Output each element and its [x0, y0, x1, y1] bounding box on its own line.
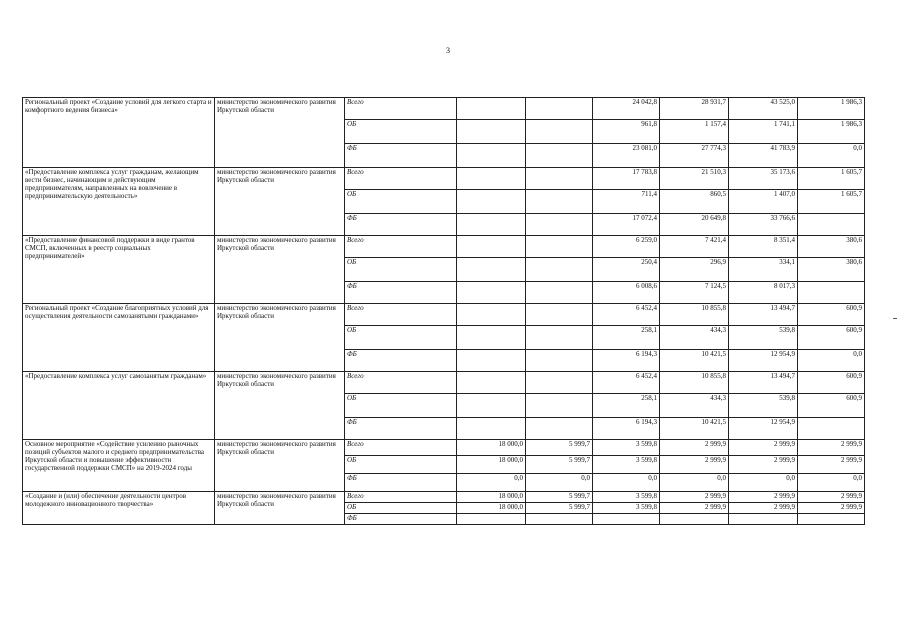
amount-cell [526, 304, 593, 326]
amount-cell [457, 258, 526, 282]
amount-cell: 5 999,7 [526, 503, 593, 514]
amount-cell: 18 000,0 [457, 503, 526, 514]
scan-mark [893, 318, 897, 319]
amount-cell: 3 599,8 [593, 492, 660, 503]
amount-cell: 13 494,7 [729, 304, 798, 326]
amount-cell: 3 599,8 [593, 456, 660, 474]
amount-cell: 2 999,9 [660, 492, 729, 503]
amount-cell [457, 144, 526, 168]
activity-name: Основное мероприятие «Содействие усилению рыночных позиций субъектов малого и среднего предпринимательства Иркутской области и повышение эффективности государственной поддержки СМСП» на 2019-2024 годы [23, 440, 215, 492]
funding-source-label: Всего [345, 98, 457, 120]
amount-cell: 1 741,1 [729, 120, 798, 144]
amount-cell [526, 418, 593, 440]
table-row [23, 440, 865, 456]
amount-cell [526, 372, 593, 394]
amount-cell [457, 168, 526, 190]
responsible-org: министерство экономического развития Иркутской области [215, 98, 345, 168]
amount-cell [457, 214, 526, 236]
amount-cell: 1 605,7 [798, 190, 865, 214]
amount-cell [457, 350, 526, 372]
amount-cell: 18 000,0 [457, 456, 526, 474]
funding-source-label: Всего [345, 304, 457, 326]
funding-source-label: ОБ [345, 190, 457, 214]
amount-cell: 296,9 [660, 258, 729, 282]
responsible-org: министерство экономического развития Иркутской области [215, 440, 345, 492]
amount-cell: 0,0 [798, 350, 865, 372]
amount-cell: 380,6 [798, 258, 865, 282]
responsible-org: министерство экономического развития Иркутской области [215, 168, 345, 236]
funding-source-label: Всего [345, 372, 457, 394]
amount-cell: 961,8 [593, 120, 660, 144]
table-row [23, 372, 865, 394]
amount-cell [526, 98, 593, 120]
amount-cell: 600,9 [798, 372, 865, 394]
amount-cell: 2 999,9 [729, 456, 798, 474]
amount-cell: 17 072,4 [593, 214, 660, 236]
amount-cell: 7 421,4 [660, 236, 729, 258]
funding-source-label: ФБ [345, 474, 457, 492]
amount-cell: 23 081,0 [593, 144, 660, 168]
amount-cell: 2 999,9 [660, 440, 729, 456]
amount-cell [457, 304, 526, 326]
amount-cell [457, 394, 526, 418]
amount-cell [457, 514, 526, 525]
amount-cell: 0,0 [593, 474, 660, 492]
amount-cell [526, 236, 593, 258]
amount-cell: 6 194,3 [593, 418, 660, 440]
responsible-org: министерство экономического развития Иркутской области [215, 304, 345, 372]
funding-source-label: ФБ [345, 350, 457, 372]
responsible-org: министерство экономического развития Иркутской области [215, 492, 345, 525]
amount-cell: 539,8 [729, 326, 798, 350]
table-row [23, 168, 865, 190]
amount-cell: 41 783,9 [729, 144, 798, 168]
amount-cell [526, 144, 593, 168]
amount-cell [526, 514, 593, 525]
amount-cell: 5 999,7 [526, 440, 593, 456]
amount-cell: 5 999,7 [526, 456, 593, 474]
funding-source-label: ОБ [345, 456, 457, 474]
activity-name: «Предоставление комплекса услуг гражданам, желающим вести бизнес, начинающим и действующим предпринимателям, направленных на вовлечение в предпринимательскую деятельность» [23, 168, 215, 236]
responsible-org: министерство экономического развития Иркутской области [215, 372, 345, 440]
amount-cell: 6 452,4 [593, 372, 660, 394]
amount-cell: 1 157,4 [660, 120, 729, 144]
funding-source-label: ОБ [345, 120, 457, 144]
amount-cell: 6 194,3 [593, 350, 660, 372]
amount-cell: 2 999,9 [729, 440, 798, 456]
table-row [23, 492, 865, 503]
funding-source-label: Всего [345, 168, 457, 190]
funding-source-label: ФБ [345, 514, 457, 525]
amount-cell: 3 599,8 [593, 440, 660, 456]
amount-cell: 0,0 [729, 474, 798, 492]
amount-cell: 2 999,9 [798, 503, 865, 514]
table-row [23, 236, 865, 258]
amount-cell [457, 418, 526, 440]
amount-cell: 258,1 [593, 394, 660, 418]
responsible-org: министерство экономического развития Иркутской области [215, 236, 345, 304]
amount-cell: 380,6 [798, 236, 865, 258]
amount-cell: 0,0 [660, 474, 729, 492]
amount-cell [526, 120, 593, 144]
amount-cell: 0,0 [457, 474, 526, 492]
funding-source-label: ОБ [345, 326, 457, 350]
amount-cell: 3 599,8 [593, 503, 660, 514]
amount-cell [526, 350, 593, 372]
table-row [23, 304, 865, 326]
amount-cell [526, 190, 593, 214]
amount-cell: 539,8 [729, 394, 798, 418]
activity-name: «Предоставление комплекса услуг самозанятым гражданам» [23, 372, 215, 440]
amount-cell: 2 999,9 [729, 492, 798, 503]
amount-cell: 5 999,7 [526, 492, 593, 503]
amount-cell: 2 999,9 [729, 503, 798, 514]
amount-cell: 334,1 [729, 258, 798, 282]
amount-cell [729, 514, 798, 525]
amount-cell: 33 766,6 [729, 214, 798, 236]
funding-source-label: ОБ [345, 503, 457, 514]
amount-cell [457, 236, 526, 258]
funding-source-label: Всего [345, 440, 457, 456]
funding-source-label: ОБ [345, 394, 457, 418]
amount-cell: 10 855,8 [660, 372, 729, 394]
amount-cell: 600,9 [798, 326, 865, 350]
amount-cell: 8 017,3 [729, 282, 798, 304]
amount-cell: 6 008,6 [593, 282, 660, 304]
amount-cell: 434,3 [660, 326, 729, 350]
amount-cell [798, 418, 865, 440]
amount-cell [457, 98, 526, 120]
activity-name: «Предоставление финансовой поддержки в виде грантов СМСП, включенных в реестр социальных предпринимателей» [23, 236, 215, 304]
amount-cell: 27 774,3 [660, 144, 729, 168]
amount-cell: 600,9 [798, 304, 865, 326]
amount-cell: 28 931,7 [660, 98, 729, 120]
amount-cell [593, 514, 660, 525]
amount-cell [457, 190, 526, 214]
amount-cell: 17 783,8 [593, 168, 660, 190]
amount-cell: 2 999,9 [660, 503, 729, 514]
amount-cell: 2 999,9 [798, 440, 865, 456]
amount-cell: 600,9 [798, 394, 865, 418]
funding-source-label: ФБ [345, 282, 457, 304]
amount-cell: 10 855,8 [660, 304, 729, 326]
activity-name: «Создание и (или) обеспечение деятельности центров молодежного инновационного творчества» [23, 492, 215, 525]
amount-cell: 8 351,4 [729, 236, 798, 258]
funding-source-label: Всего [345, 236, 457, 258]
page-number: 3 [446, 46, 450, 55]
amount-cell: 12 954,9 [729, 418, 798, 440]
amount-cell [457, 372, 526, 394]
amount-cell: 1 605,7 [798, 168, 865, 190]
activity-name: Региональный проект «Создание благоприятных условий для осуществления деятельности самозанятыми гражданами» [23, 304, 215, 372]
table-row [23, 98, 865, 120]
amount-cell: 10 421,5 [660, 418, 729, 440]
amount-cell: 860,5 [660, 190, 729, 214]
amount-cell [457, 120, 526, 144]
amount-cell: 18 000,0 [457, 440, 526, 456]
amount-cell: 250,4 [593, 258, 660, 282]
amount-cell: 1 986,3 [798, 98, 865, 120]
amount-cell: 43 525,0 [729, 98, 798, 120]
amount-cell: 0,0 [798, 144, 865, 168]
amount-cell: 13 494,7 [729, 372, 798, 394]
amount-cell [526, 394, 593, 418]
amount-cell: 0,0 [798, 474, 865, 492]
amount-cell: 258,1 [593, 326, 660, 350]
amount-cell: 7 124,5 [660, 282, 729, 304]
amount-cell: 20 649,8 [660, 214, 729, 236]
funding-source-label: Всего [345, 492, 457, 503]
amount-cell: 10 421,5 [660, 350, 729, 372]
funding-source-label: ФБ [345, 418, 457, 440]
amount-cell: 35 173,6 [729, 168, 798, 190]
amount-cell: 6 452,4 [593, 304, 660, 326]
amount-cell [457, 282, 526, 304]
amount-cell: 21 510,3 [660, 168, 729, 190]
activity-name: Региональный проект «Создание условий для легкого старта и комфортного ведения бизнеса» [23, 98, 215, 168]
amount-cell [526, 168, 593, 190]
amount-cell [526, 326, 593, 350]
funding-source-label: ОБ [345, 258, 457, 282]
amount-cell [660, 514, 729, 525]
amount-cell [526, 258, 593, 282]
funding-source-label: ФБ [345, 144, 457, 168]
amount-cell: 24 042,8 [593, 98, 660, 120]
amount-cell: 711,4 [593, 190, 660, 214]
amount-cell: 1 986,3 [798, 120, 865, 144]
funding-source-label: ФБ [345, 214, 457, 236]
amount-cell [526, 282, 593, 304]
amount-cell: 18 000,0 [457, 492, 526, 503]
amount-cell [798, 514, 865, 525]
amount-cell: 6 259,0 [593, 236, 660, 258]
amount-cell [457, 326, 526, 350]
amount-cell: 1 407,0 [729, 190, 798, 214]
amount-cell: 2 999,9 [798, 492, 865, 503]
amount-cell: 12 954,9 [729, 350, 798, 372]
amount-cell [798, 214, 865, 236]
amount-cell: 2 999,9 [798, 456, 865, 474]
amount-cell: 434,3 [660, 394, 729, 418]
amount-cell [798, 282, 865, 304]
amount-cell: 0,0 [526, 474, 593, 492]
amount-cell: 2 999,9 [660, 456, 729, 474]
amount-cell [526, 214, 593, 236]
budget-table [22, 97, 865, 525]
